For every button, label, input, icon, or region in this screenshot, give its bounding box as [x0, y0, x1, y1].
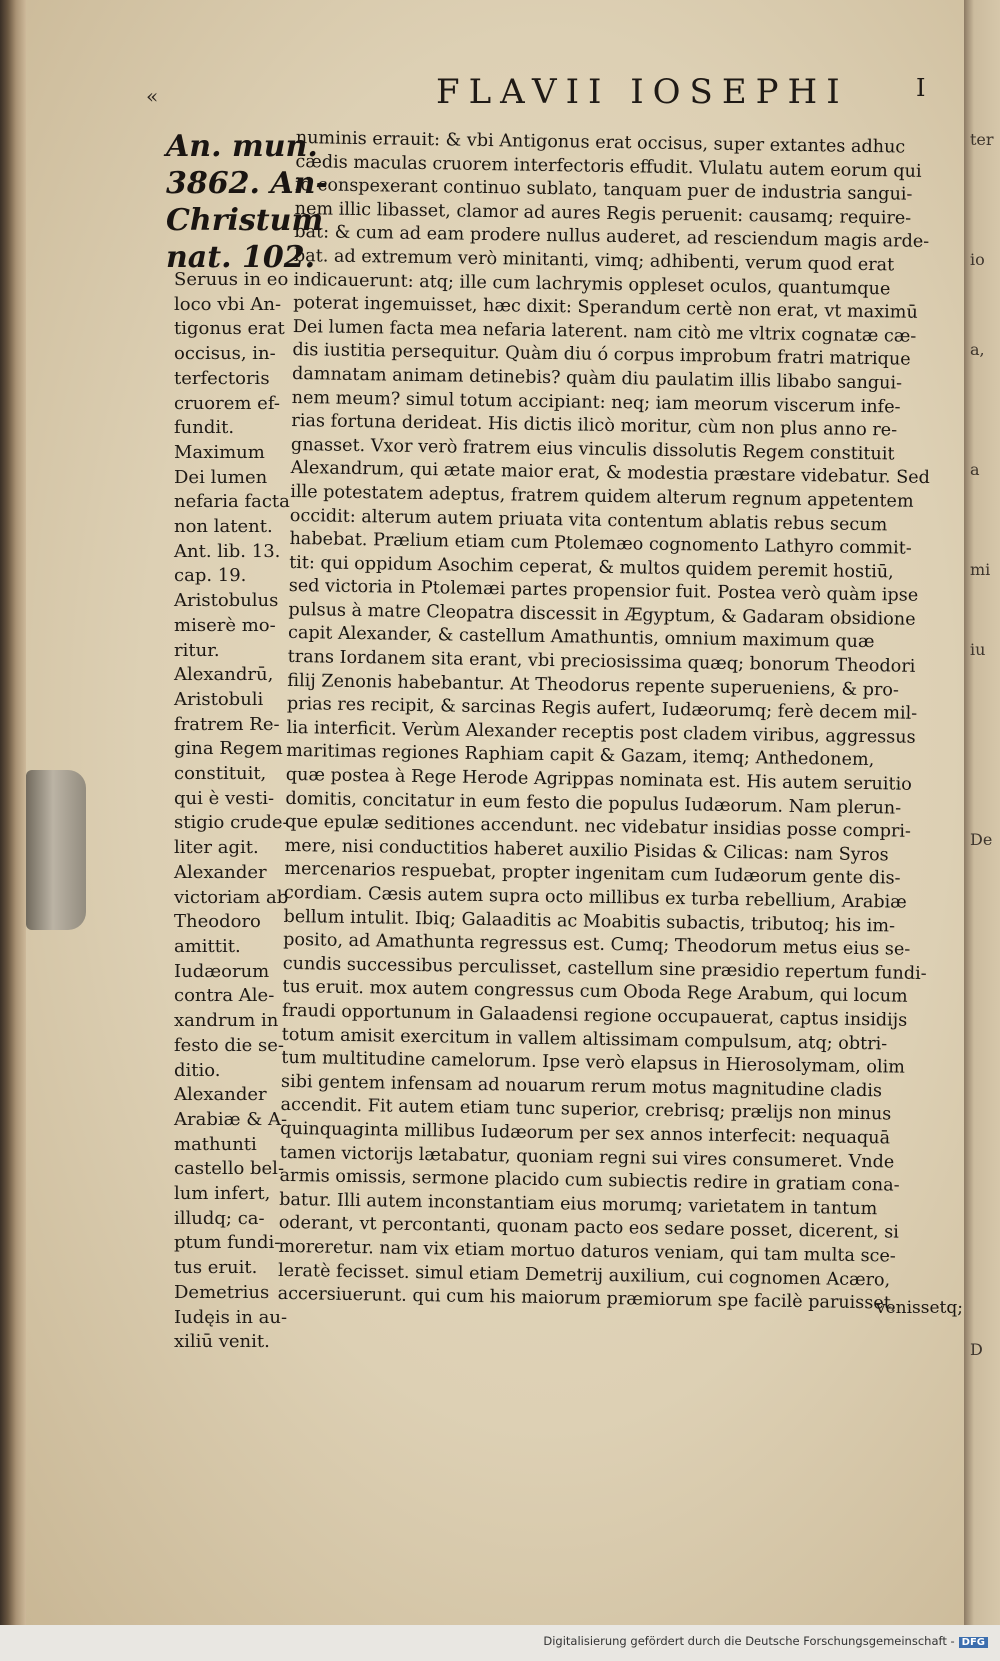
- side-note-line: tus eruit.: [174, 1257, 258, 1279]
- side-note-line: Alexandrū,: [174, 664, 274, 686]
- text-line: totum amisit exercitum in vallem altissimam compulsum, atq; obtri-: [281, 1024, 888, 1054]
- text-line: gnasset. Vxor verò fratrem eius vinculis dissolutis Regem constituit: [290, 434, 895, 465]
- text-line: habebat. Prælium etiam cum Ptolemæo cognomento Lathyro commit-: [289, 529, 912, 559]
- facing-page-edge: [964, 0, 1000, 1625]
- text-line: batur. Illi autem inconstantiam eius morumq; varietatem in tantum: [278, 1189, 878, 1219]
- facing-page-fragment: iu: [970, 640, 986, 659]
- facing-page-fragment: a: [970, 460, 980, 479]
- side-note-line: Iudæorum: [174, 960, 270, 982]
- text-line: trans Iordanem sita erant, vbi preciosissima quæq; bonorum Theodori: [287, 646, 916, 677]
- body-text: [277, 127, 945, 1317]
- header-mark: «: [146, 84, 159, 108]
- text-line: oderant, vt percontanti, quonam pacto eos sedare posset, dicerent, si: [278, 1213, 900, 1243]
- side-note-line: Dei lumen: [174, 466, 268, 488]
- side-note-line: fundit.: [174, 417, 235, 439]
- side-note-line: cap. 19.: [174, 565, 247, 587]
- footer-text: Digitalisierung gefördert durch die Deutsche Forschungsgemeinschaft -: [543, 1634, 955, 1648]
- text-line: numinis errauit: & vbi Antigonus erat occisus, super extantes adhuc: [295, 127, 906, 158]
- side-note-line: victoriam ab: [174, 886, 289, 908]
- side-note-line: stigio crude-: [174, 812, 289, 834]
- text-line: armis omissis, sermone placido cum subiectis redire in gratiam cona-: [279, 1165, 900, 1196]
- text-line: cordiam. Cæsis autem supra octo millibus ex turba rebellium, Arabiæ: [283, 882, 907, 913]
- text-line: prias res recipit, & sarcinas Regis aufert, Iudæorumq; ferè decem mil-: [286, 694, 918, 725]
- side-note-line: xiliū venit.: [174, 1331, 270, 1353]
- side-note-line: non latent.: [174, 516, 273, 538]
- side-note-line: nefaria facta: [174, 491, 290, 513]
- side-note-line: amittit.: [174, 935, 241, 957]
- side-note-line: illudq; ca-: [174, 1207, 265, 1229]
- facing-page-fragment: ter: [970, 130, 994, 149]
- date-line: nat. 102.: [166, 240, 316, 275]
- side-note-line: terfectoris: [174, 367, 270, 389]
- side-note-line: Alexander: [174, 861, 267, 883]
- facing-page-fragment: mi: [970, 560, 991, 579]
- catchword: venissetq;: [876, 1298, 964, 1318]
- side-note-line: mathunti: [174, 1133, 257, 1155]
- side-note-line: Iudęis in au-: [174, 1306, 288, 1328]
- facing-page-fragment: D: [970, 1340, 983, 1359]
- text-line: quinquaginta millibus Iudæorum per sex annos interfecit: nequaquā: [280, 1118, 891, 1149]
- text-line: dis iustitia persequitur. Quàm diu ó corpus improbum fratri matrique: [292, 340, 911, 371]
- text-line: quæ postea à Rege Herode Agrippas nominata est. His autem seruitio: [285, 764, 912, 795]
- side-note-line: Theodoro: [174, 911, 261, 933]
- text-line: nem meum? simul totum accipiant: neq; iam meorum viscerum infe-: [291, 387, 901, 418]
- side-note-line: Ant. lib. 13.: [174, 540, 281, 562]
- text-line: bat. ad extremum verò minitanti, vimq; adhibenti, verum quod erat: [293, 245, 895, 276]
- running-title: FLAVII IOSEPHI: [436, 72, 849, 112]
- side-note-line: Seruus in eo: [174, 269, 289, 290]
- text-line: leratè fecisset. simul etiam Demetrij auxilium, cui cognomen Acæro,: [277, 1260, 891, 1290]
- text-line: id conspexerant continuo sublato, tanquam puer de industria sangui-: [294, 175, 913, 205]
- text-line: cundis successibus perculisset, castellum sine præsidio repertum fundi-: [282, 953, 927, 984]
- side-note-line: loco vbi An-: [174, 293, 282, 315]
- side-note-line: cruorem ef-: [174, 392, 280, 414]
- text-line: que epulæ seditiones accendunt. nec videbatur insidias posse compri-: [284, 812, 912, 842]
- text-line: nem illic libasset, clamor ad aures Regis peruenit: causamq; require-: [294, 198, 912, 229]
- text-line: mere, nisi conductitios haberet auxilio Pisidas & Cilicas: nam Syros: [284, 835, 889, 866]
- page-header: [146, 72, 946, 132]
- text-line: pulsus à matre Cleopatra discessit in Ægyptum, & Gadaram obsidione: [288, 599, 916, 630]
- text-line: posito, ad Amathunta regressus est. Cumq; Theodorum metus eius se-: [283, 930, 911, 960]
- side-note-line: qui è vesti-: [174, 787, 275, 809]
- text-line: accendit. Fit autem etiam tunc superior, crebrisq; prælijs non minus: [280, 1095, 892, 1125]
- text-line: accersiuerunt. qui cum his maiorum præmiorum spe facilè paruisset,: [277, 1283, 897, 1314]
- text-line: bat: & cum ad eam prodere nullus auderet, ad resciendum magis arde-: [294, 222, 930, 253]
- page-number: I: [916, 74, 926, 102]
- side-note-line: xandrum in: [174, 1010, 279, 1032]
- text-line: mercenarios respuebat, propter ingenitam cum Iudæorum gente dis-: [284, 859, 901, 889]
- side-note-line: Alexander: [174, 1084, 267, 1106]
- side-note-line: lum infert,: [174, 1183, 271, 1205]
- text-line: lia interficit. Verùm Alexander receptis post cladem viribus, aggressus: [286, 717, 916, 748]
- text-line: maritimas regiones Raphiam capit & Gazam, itemq; Anthedonem,: [286, 741, 875, 771]
- facing-page-fragment: io: [970, 250, 985, 269]
- text-line: tum multitudine camelorum. Ipse verò elapsus in Hierosolymam, olim: [281, 1048, 906, 1078]
- side-note-line: festo die se-: [174, 1034, 284, 1056]
- dfg-logo: DFG: [959, 1637, 988, 1648]
- text-line: fraudi opportunum in Galaadensi regione occupauerat, captus insidijs: [281, 1000, 908, 1031]
- facing-page-fragment: a,: [970, 340, 985, 359]
- side-note-line: contra Ale-: [174, 985, 275, 1007]
- side-note-line: occisus, in-: [174, 343, 276, 365]
- side-note-line: fratrem Re-: [174, 713, 280, 735]
- text-line: capit Alexander, & castellum Amathuntis, omnium maximum quæ: [287, 623, 875, 653]
- side-note-line: constituit,: [174, 763, 267, 785]
- text-line: Dei lumen facta mea nefaria laterent. nam citò me vltrix cognatæ cæ-: [292, 316, 917, 347]
- text-line: tit: qui oppidum Asochim ceperat, & multos quidem peremit hostiū,: [288, 552, 894, 583]
- side-note-line: ditio.: [174, 1059, 221, 1081]
- text-line: tamen victorijs lætabatur, quoniam regni sui vires consumeret. Vnde: [279, 1142, 895, 1173]
- footer-credit: [543, 1634, 988, 1648]
- side-note-line: gina Regem: [174, 738, 283, 760]
- text-line: indicauerunt: atq; ille cum lachrymis oppleset oculos, quantumque: [293, 269, 891, 299]
- side-note-line: Aristobuli: [174, 688, 264, 710]
- date-line: Christum: [166, 203, 324, 238]
- side-note-line: miserè mo-: [174, 614, 276, 636]
- text-line: sed victoria in Ptolemæi partes propensior fuit. Postea verò quàm ipse: [288, 576, 919, 607]
- side-note-line: tigonus erat: [174, 318, 285, 340]
- side-note-line: Arabiæ & A-: [174, 1108, 288, 1130]
- text-line: ille potestatem adeptus, fratrem quidem alterum regnum appetentem: [290, 481, 914, 512]
- text-line: bellum intulit. Ibiq; Galaaditis ac Moabitis subactis, tributoq; his im-: [283, 906, 896, 937]
- text-line: cædis maculas cruorem interfectoris effudit. Vlulatu autem eorum qui: [295, 151, 922, 182]
- side-note-line: liter agit.: [174, 837, 259, 859]
- side-note-line: castello bel-: [174, 1158, 285, 1180]
- side-note-line: Maximum: [174, 441, 265, 463]
- text-line: sibi gentem infensam ad nouarum rerum motus magnitudine cladis: [280, 1071, 883, 1102]
- text-line: filij Zenonis habebantur. At Theodorus repente superueniens, & pro-: [287, 670, 900, 701]
- text-line: poterat ingemuisset, hæc dixit: Sperandum certè non erat, vt maximū: [293, 293, 918, 323]
- date-line: 3862. An-: [166, 166, 328, 201]
- book-clasp: [26, 770, 86, 930]
- side-marginalia: [174, 268, 296, 1355]
- side-note-line: ritur.: [174, 639, 220, 661]
- text-line: tus eruit. mox autem congressus cum Oboda Rege Arabum, qui locum: [282, 977, 908, 1008]
- footer-bar: [0, 1625, 1000, 1661]
- date-line: An. mun.: [166, 129, 318, 164]
- facing-page-fragment: De: [970, 830, 993, 849]
- text-line: domitis, concitatur in eum festo die populus Iudæorum. Nam plerun-: [285, 788, 902, 819]
- date-marginalia: [166, 128, 328, 276]
- text-line: Alexandrum, qui ætate maior erat, & modestia præstare videbatur. Sed: [290, 458, 931, 489]
- text-line: moreretur. nam vix etiam mortuo daturos veniam, qui tam multa sce-: [278, 1236, 896, 1267]
- text-line: damnatam animam detinebis? quàm diu paulatim illis libabo sangui-: [291, 363, 903, 394]
- side-note-line: Aristobulus: [174, 590, 279, 612]
- side-note-line: ptum fundi-: [174, 1232, 281, 1254]
- book-page: [26, 0, 972, 1625]
- text-line: occidit: alterum autem priuata vita contentum ablatis rebus secum: [289, 505, 888, 535]
- text-line: rias fortuna derideat. His dictis ilicò moritur, cùm non plus anno re-: [291, 411, 898, 441]
- side-note-line: Demetrius: [174, 1281, 270, 1303]
